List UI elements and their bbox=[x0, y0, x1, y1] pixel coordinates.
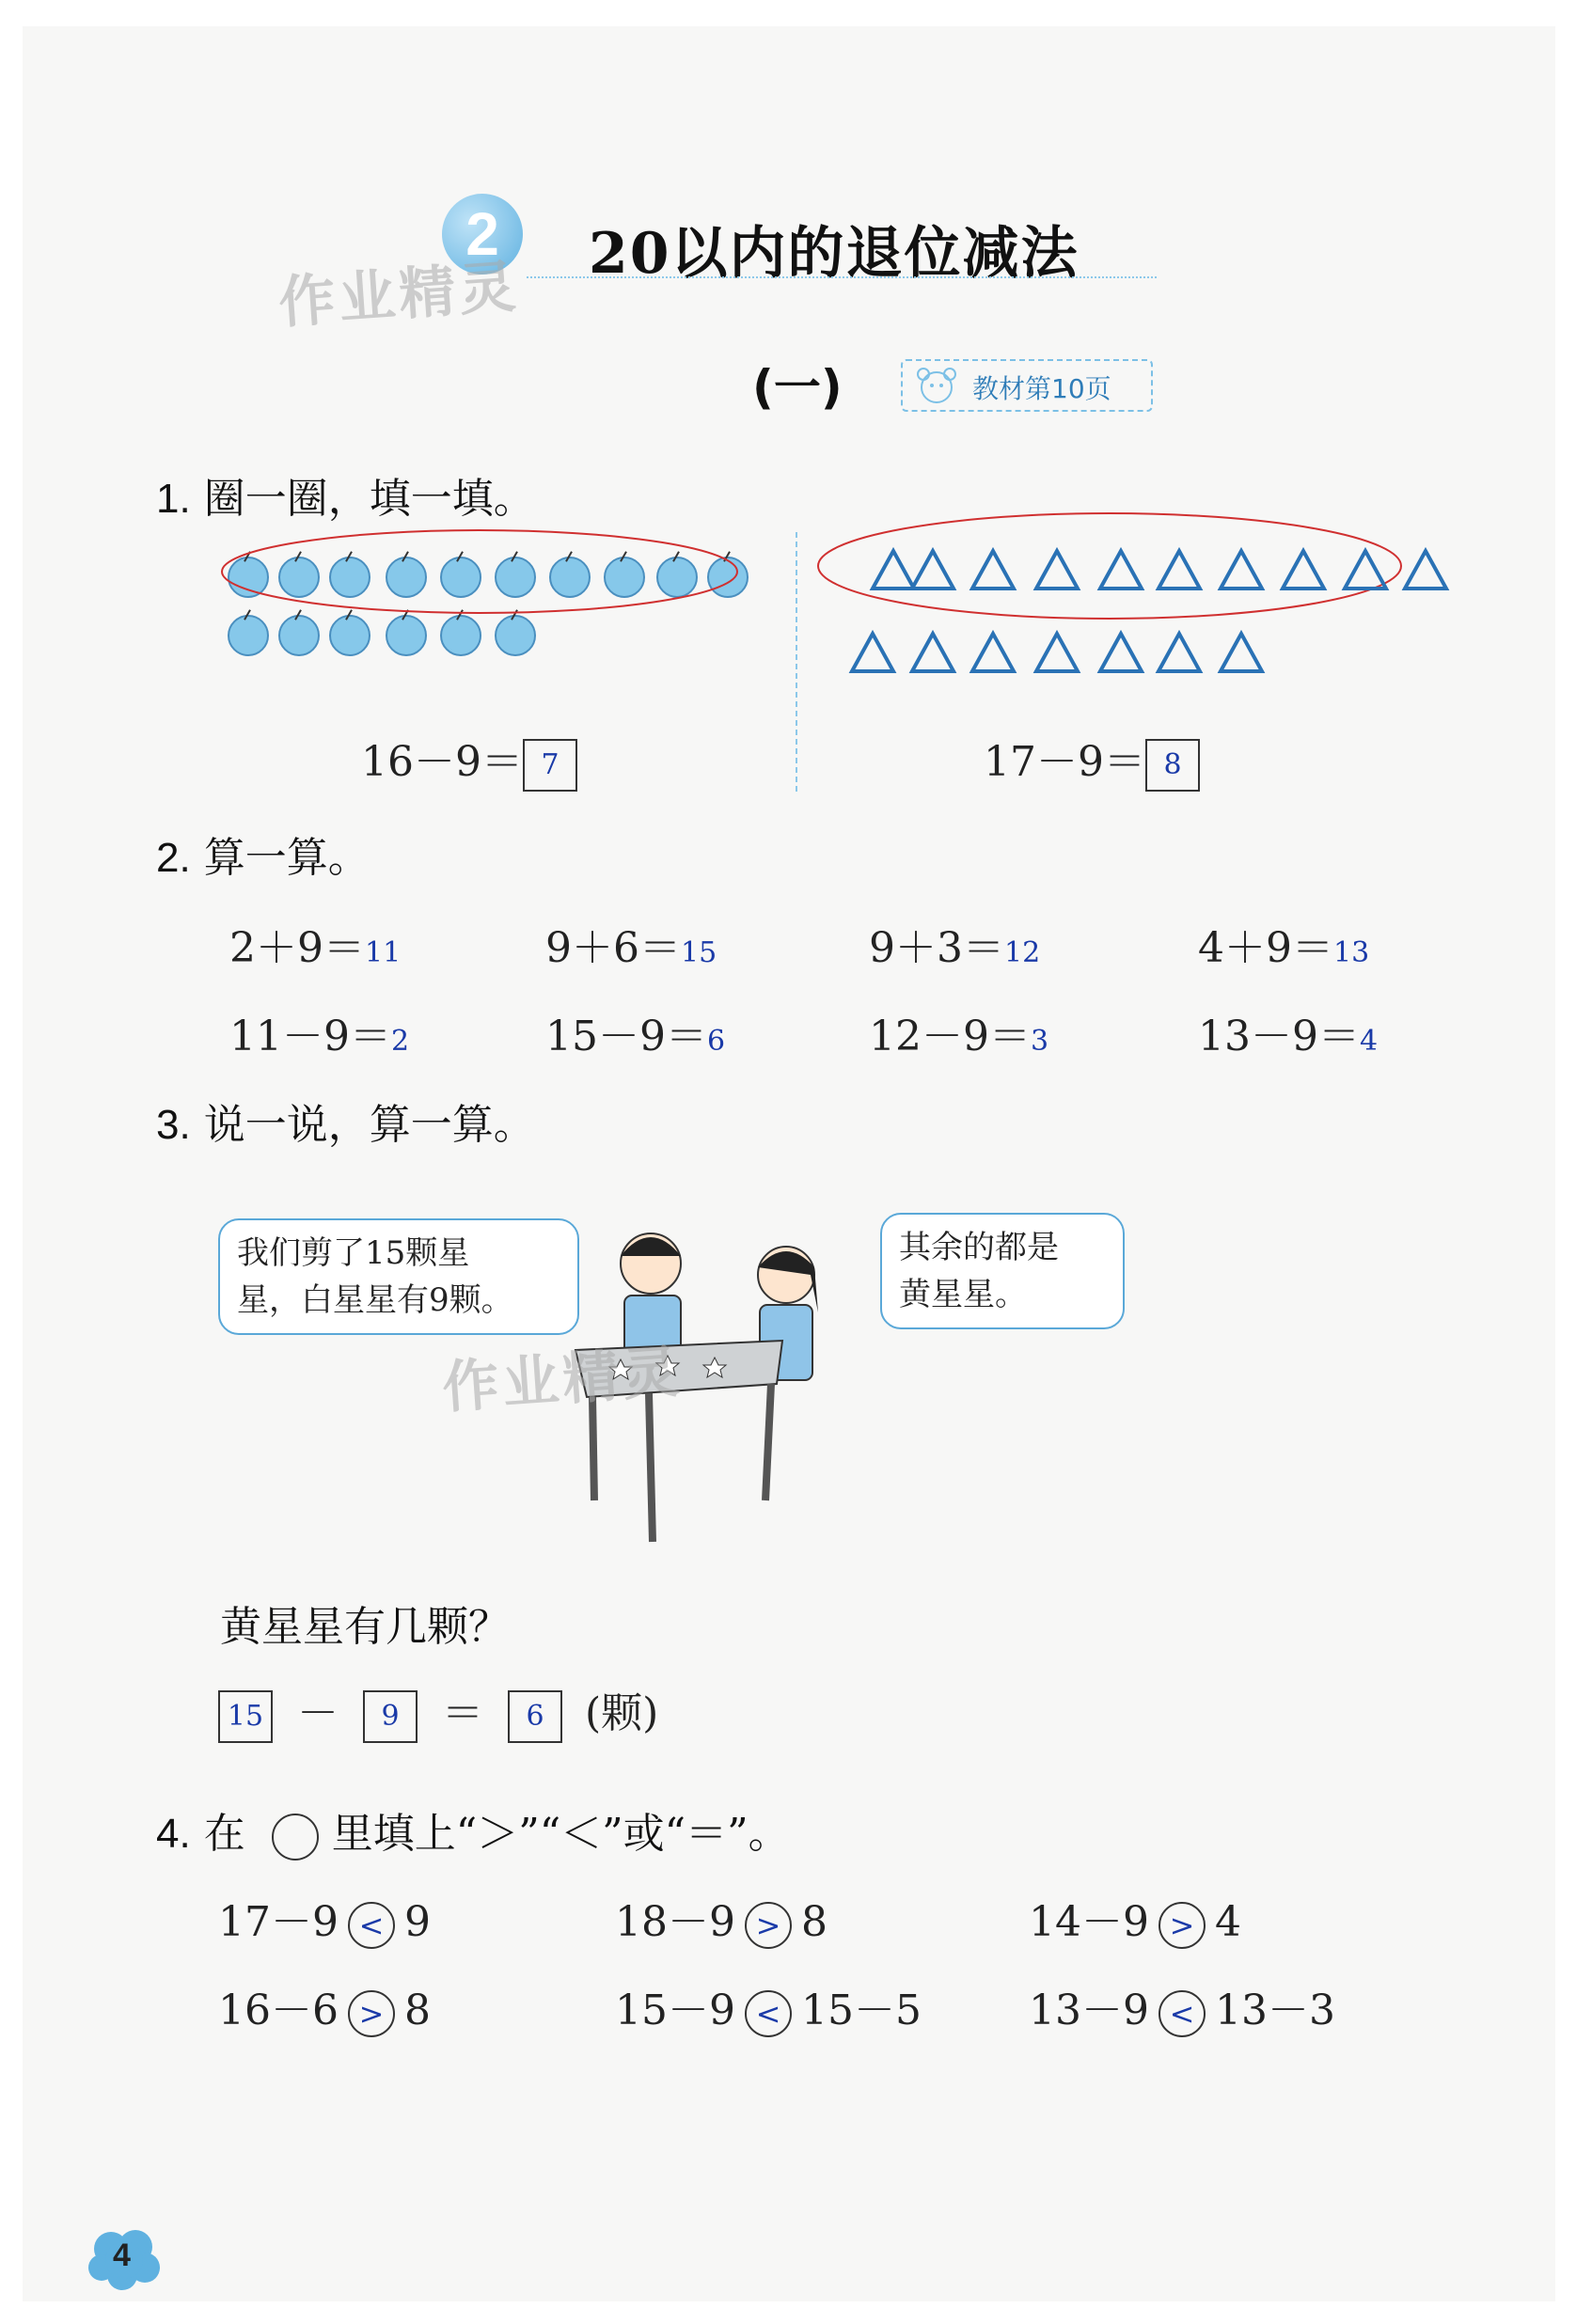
triangle-group bbox=[852, 551, 1446, 671]
watermark-top: 作业精灵 bbox=[276, 254, 522, 337]
q2-item bbox=[1198, 1002, 1378, 1062]
answer-box: 6 bbox=[508, 1690, 562, 1743]
equation-text: 17－9＝ bbox=[984, 738, 1145, 786]
triangle-icon bbox=[1345, 551, 1386, 589]
right-expr: 8 bbox=[403, 1986, 431, 2034]
question-4 bbox=[156, 1799, 790, 1861]
minus-sign: － bbox=[297, 1689, 339, 1737]
triangle-icon bbox=[1100, 551, 1142, 589]
triangle-icon bbox=[1283, 551, 1324, 589]
speech-bubble-left bbox=[218, 1218, 579, 1335]
answer: 13 bbox=[1333, 936, 1370, 969]
equation-text: 13－9＝ bbox=[1198, 1013, 1360, 1060]
question-number: 1. bbox=[156, 476, 191, 522]
comparison-circle: > bbox=[348, 1990, 395, 2037]
left-expr: 18－9 bbox=[615, 1898, 735, 1946]
right-expr: 15－5 bbox=[800, 1986, 922, 2034]
q4-item bbox=[218, 1888, 431, 1949]
triangle-icon bbox=[1036, 551, 1078, 589]
unit-number-badge: 2 bbox=[442, 194, 523, 275]
triangle-icon bbox=[1159, 551, 1200, 589]
equation-text: 2＋9＝ bbox=[229, 924, 365, 972]
question-prompt: 算一算。 bbox=[203, 834, 370, 882]
comparison-circle: < bbox=[348, 1902, 395, 1949]
bubble-line: 其余的都是 bbox=[899, 1229, 1059, 1266]
q2-item bbox=[229, 914, 401, 974]
question-number: 4. bbox=[156, 1811, 191, 1857]
left-expr: 14－9 bbox=[1029, 1898, 1149, 1946]
watermark-middle: 作业精灵 bbox=[440, 1339, 686, 1421]
answer: 4 bbox=[1359, 1025, 1379, 1058]
answer: 15 bbox=[681, 936, 717, 969]
triangle-icon bbox=[912, 634, 954, 671]
triangle-icon bbox=[1100, 634, 1142, 671]
comparison-circle: > bbox=[745, 1902, 792, 1949]
comparison-circle: < bbox=[1159, 1990, 1206, 2037]
answer: 12 bbox=[1004, 936, 1041, 969]
right-expr: 13－3 bbox=[1214, 1986, 1335, 2034]
triangle-icon bbox=[972, 634, 1014, 671]
answer-box: 9 bbox=[363, 1690, 418, 1743]
triangle-icon bbox=[1405, 551, 1446, 589]
equation-text: 11－9＝ bbox=[229, 1013, 391, 1060]
question-number: 2. bbox=[156, 835, 191, 881]
question-number: 3. bbox=[156, 1102, 191, 1148]
bubble-line: 我们剪了15颗星 bbox=[237, 1234, 470, 1272]
comparison-circle: > bbox=[1159, 1902, 1206, 1949]
textbook-reference-text: 教材第10页 bbox=[972, 373, 1111, 404]
question-prompt: 里填上“＞”“＜”或“＝”。 bbox=[331, 1810, 790, 1858]
q4-item bbox=[615, 1888, 828, 1949]
left-expr: 16－6 bbox=[218, 1986, 339, 2034]
right-expr: 9 bbox=[403, 1898, 431, 1946]
equation-text: 9＋6＝ bbox=[545, 924, 681, 972]
q4-item bbox=[615, 1976, 922, 2037]
left-expr: 15－9 bbox=[615, 1986, 735, 2034]
triangle-icon bbox=[912, 551, 954, 589]
equation-text: 12－9＝ bbox=[869, 1013, 1031, 1060]
right-expr: 4 bbox=[1214, 1898, 1241, 1946]
q1-right-equation bbox=[984, 728, 1200, 792]
triangle-icon bbox=[1221, 551, 1262, 589]
equation-text: 15－9＝ bbox=[545, 1013, 707, 1060]
question-prompt: 圈一圈，填一填。 bbox=[203, 475, 535, 523]
question-prompt: 在 bbox=[203, 1810, 245, 1858]
triangle-icon bbox=[1036, 634, 1078, 671]
empty-circle-icon bbox=[272, 1814, 319, 1861]
q1-left-equation bbox=[361, 728, 577, 792]
right-expr: 8 bbox=[800, 1898, 828, 1946]
circle-mark bbox=[222, 530, 737, 613]
q2-item bbox=[869, 1002, 1048, 1062]
left-expr: 13－9 bbox=[1029, 1986, 1149, 2034]
equation-text: 9＋3＝ bbox=[869, 924, 1004, 972]
q2-item bbox=[229, 1002, 409, 1062]
answer: 11 bbox=[365, 936, 402, 969]
answer-box: 15 bbox=[218, 1690, 273, 1743]
page-number: 4 bbox=[113, 2238, 131, 2273]
q4-item bbox=[1029, 1976, 1335, 2037]
comparison-circle: < bbox=[745, 1990, 792, 2037]
bubble-line: 黄星星。 bbox=[899, 1276, 1027, 1313]
lesson-title: (一) bbox=[752, 360, 843, 415]
bubble-line: 星，白星星有9颗。 bbox=[237, 1281, 513, 1319]
divider-line bbox=[796, 532, 797, 792]
triangle-icon bbox=[1159, 634, 1200, 671]
q2-item bbox=[869, 914, 1040, 974]
equation-text: 16－9＝ bbox=[361, 738, 523, 786]
triangle-icon bbox=[873, 551, 914, 589]
q3-equation bbox=[218, 1679, 658, 1743]
q3-question: 黄星星有几颗？ bbox=[220, 1603, 510, 1651]
q2-item bbox=[1198, 914, 1369, 974]
answer-box: 8 bbox=[1145, 739, 1200, 792]
triangle-icon bbox=[1221, 634, 1262, 671]
q2-item bbox=[545, 914, 717, 974]
triangle-icon bbox=[972, 551, 1014, 589]
equals-sign: ＝ bbox=[442, 1689, 483, 1737]
question-2 bbox=[156, 824, 370, 884]
answer: 3 bbox=[1030, 1025, 1049, 1058]
triangle-icon bbox=[852, 634, 893, 671]
q4-item bbox=[1029, 1888, 1241, 1949]
page-number-badge bbox=[83, 2224, 167, 2290]
answer: 6 bbox=[706, 1025, 726, 1058]
speech-bubble-right bbox=[880, 1213, 1125, 1329]
equation-text: 4＋9＝ bbox=[1198, 924, 1333, 972]
unit-text: (颗) bbox=[585, 1689, 659, 1737]
left-expr: 17－9 bbox=[218, 1898, 339, 1946]
q4-item bbox=[218, 1976, 431, 2037]
q2-item bbox=[545, 1002, 725, 1062]
question-3 bbox=[156, 1091, 535, 1151]
answer: 2 bbox=[390, 1025, 410, 1058]
answer-box: 7 bbox=[523, 739, 577, 792]
unit-title: 20以内的退位减法 bbox=[589, 221, 1080, 287]
question-prompt: 说一说，算一算。 bbox=[203, 1101, 535, 1149]
